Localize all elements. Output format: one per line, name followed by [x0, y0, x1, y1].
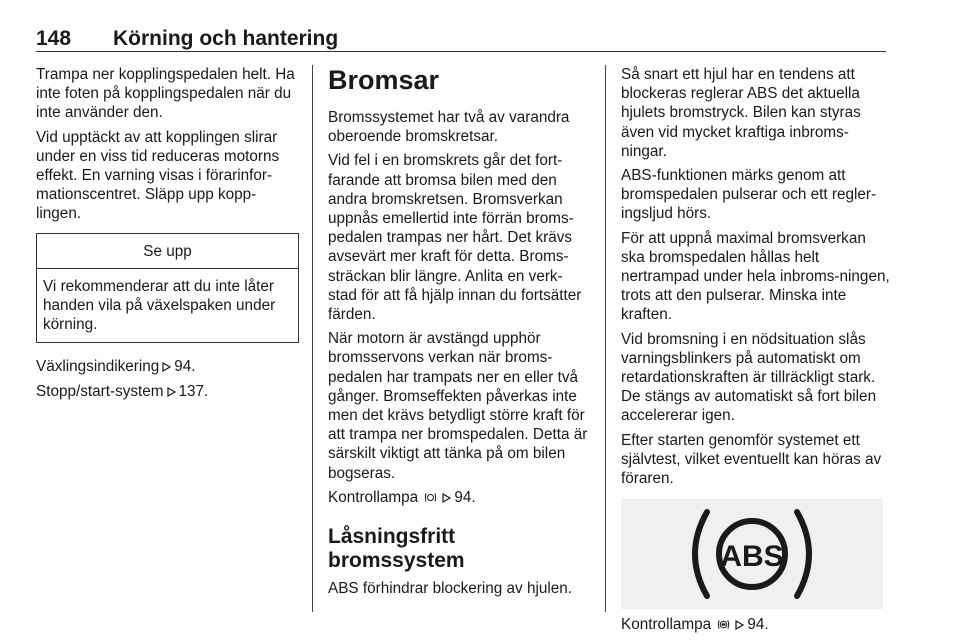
- paragraph: Vid upptäckt av att kopplingen slirar under en viss tid reduceras motorns effekt. En varning visas i förarinfor-mationscentret. Släpp upp kopp-lingen.: [36, 128, 280, 223]
- brake-warning-icon: [424, 492, 437, 503]
- paragraph: När motorn är avstängd upphör bromsservons verkan när broms-pedalen har trampats ner en eller två gånger. Bromseffekten påverkas inte men det krävs betydligt större kraft för att trampa ner bromspedalen. Detta är särskilt viktigt att tänka på om bilen bogseras.: [328, 330, 588, 482]
- arrow-reference-icon: [167, 387, 176, 397]
- abs-icon-text: ABS: [720, 540, 784, 574]
- paragraph: ABS förhindrar blockering av hjulen.: [328, 580, 573, 598]
- reference-page: 94.: [747, 616, 769, 634]
- abs-warning-icon: [621, 499, 883, 609]
- arrow-reference-icon: [735, 620, 744, 630]
- paragraph: Så snart ett hjul har en tendens att blockeras reglerar ABS det aktuella hjulets bromstryck. Bilen kan styras även vid mycket kraftiga inbroms-ningar.: [621, 66, 861, 160]
- reference-label: Växlingsindikering: [36, 358, 160, 376]
- reference-label: Kontrollampa: [621, 616, 712, 634]
- notice-text: Vi rekommenderar att du inte låter handen vila på växelspaken under körning.: [43, 277, 276, 334]
- paragraph: ABS-funktionen märks genom att bromspedalen pulserar och ett regler-ingsljud hörs.: [621, 167, 877, 223]
- page-title: Körning och hantering: [113, 27, 339, 50]
- page-number: 148: [36, 27, 72, 50]
- caution-notice: [36, 233, 299, 344]
- column-3: [621, 65, 891, 639]
- cross-reference[interactable]: [621, 615, 891, 634]
- arrow-reference-icon: [442, 493, 451, 503]
- column-divider-2: [605, 65, 606, 612]
- column-2: [328, 65, 590, 603]
- subsection-heading: Låsningsfritt bromssystem: [328, 525, 465, 573]
- reference-page: 94.: [454, 488, 476, 506]
- abs-lamp-icon: [717, 619, 730, 630]
- paragraph: Bromssystemet har två av varandra oberoende bromskretsar.: [328, 109, 570, 146]
- abs-illustration: [621, 499, 883, 609]
- paragraph: För att uppnå maximal bromsverkan ska bromspedalen hållas helt nertrampad under hela inbroms-ningen, trots att den pulserar. Minska inte kraften.: [621, 229, 890, 324]
- column-divider-1: [312, 65, 313, 612]
- reference-label: Stopp/start-system: [36, 382, 164, 400]
- column-1: [36, 65, 299, 406]
- notice-title: Se upp: [37, 234, 298, 269]
- reference-label: Kontrollampa: [328, 488, 419, 506]
- header-rule: [36, 51, 886, 52]
- paragraph: Vid fel i en bromskrets går det fort-farande att bromsa bilen med den andra bromskretsen. Bromsverkan uppnås emellertid inte förrän broms-pedalen trampas ner hårt. Det krävs avsevärt mer kraft för detta. Broms-sträckan blir längre. Anlita en verk-stad för att få hjälp innan du fortsätter färden.: [328, 152, 582, 324]
- reference-page: 137.: [178, 382, 209, 400]
- paragraph: Efter starten genomför systemet ett självtest, vilket eventuellt kan höras av föraren.: [621, 431, 882, 488]
- paragraph: Vid bromsning i en nödsituation slås varningsblinkers på automatiskt om retardationskraften är tillräckligt stark. De stängs av automatiskt så fort bilen accelererar igen.: [621, 330, 877, 425]
- arrow-reference-icon: [162, 362, 171, 372]
- cross-reference[interactable]: [36, 357, 299, 376]
- cross-reference[interactable]: [36, 382, 299, 401]
- cross-reference[interactable]: [328, 488, 590, 507]
- section-heading: Bromsar: [328, 65, 440, 95]
- reference-page: 94.: [174, 358, 196, 376]
- paragraph: Trampa ner kopplingspedalen helt. Ha inte foten på kopplingspedalen när du inte använder den.: [36, 66, 295, 122]
